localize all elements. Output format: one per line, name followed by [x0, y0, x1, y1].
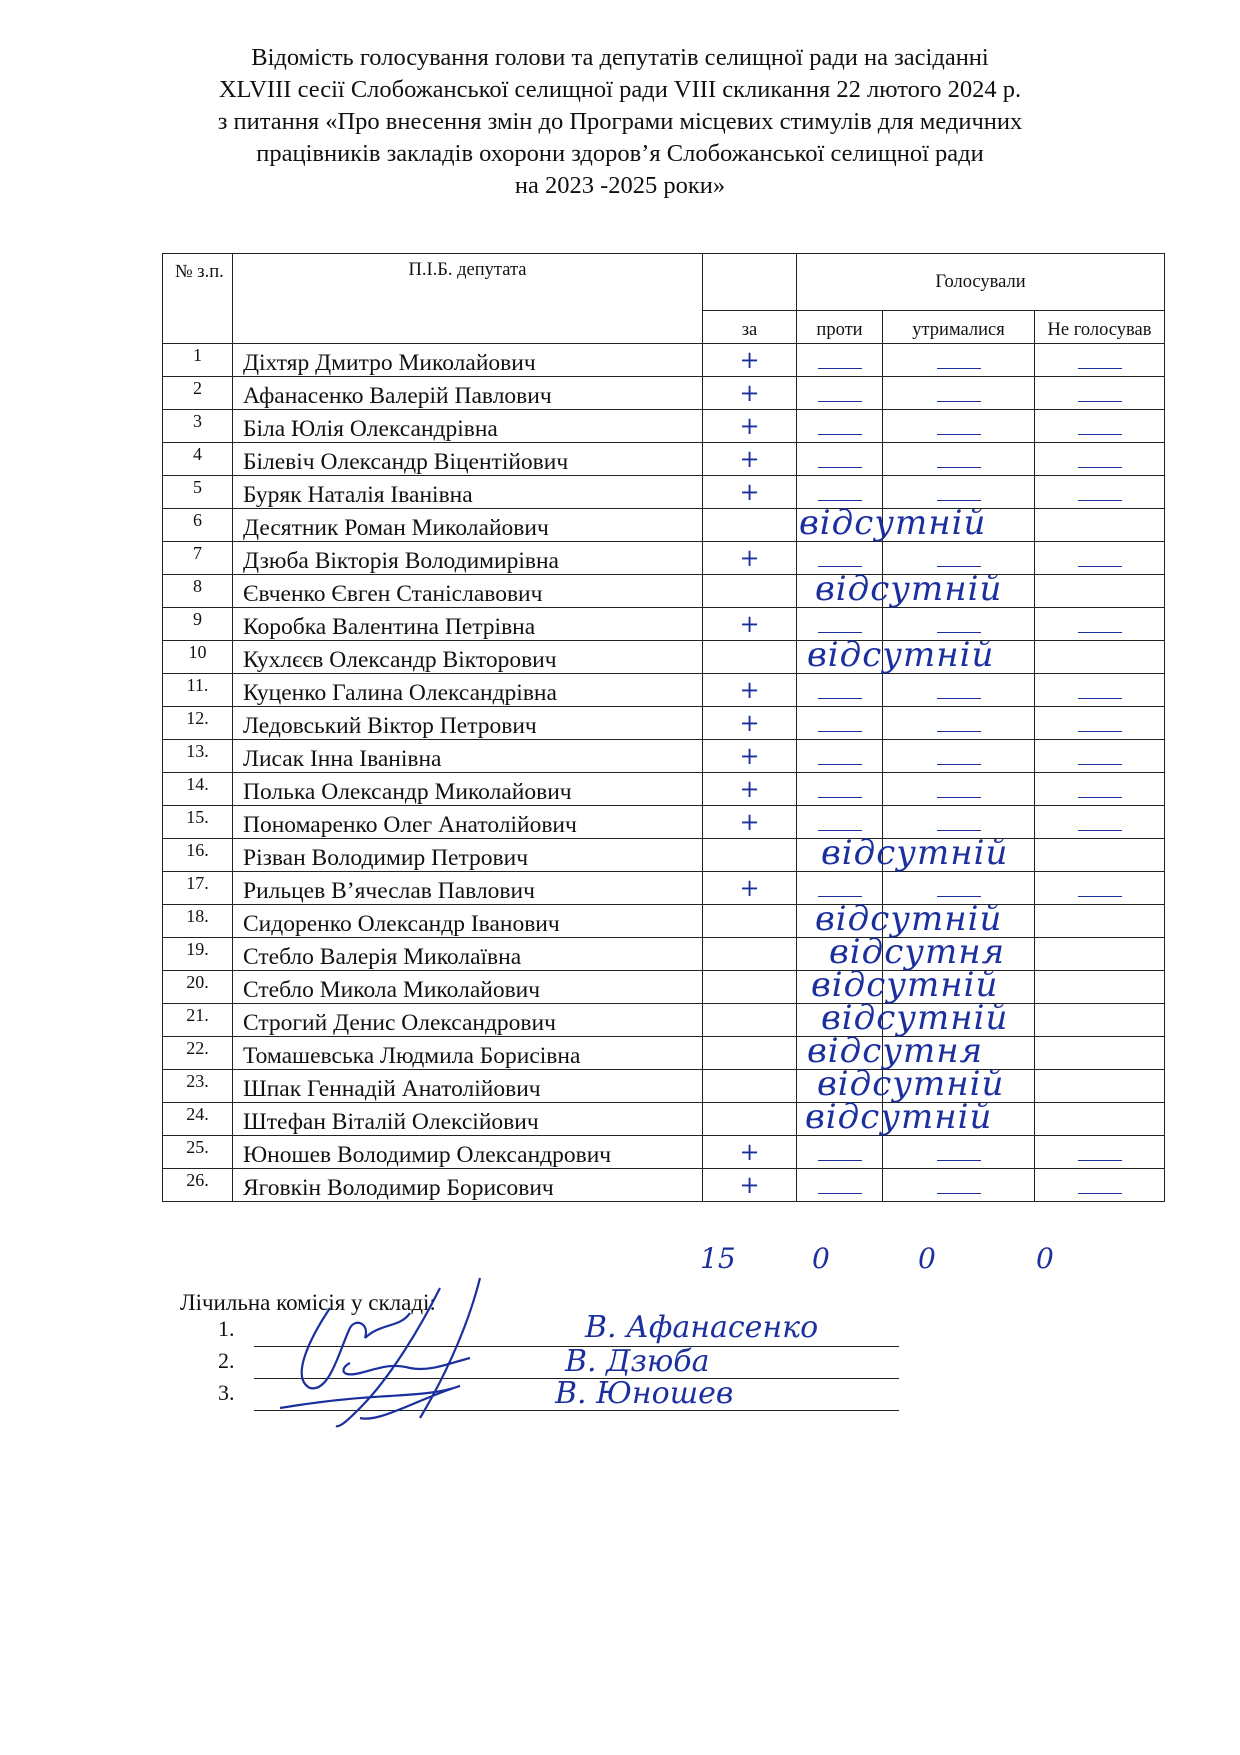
- vote-for-cell: [703, 674, 797, 707]
- row-number: 11.: [163, 674, 233, 707]
- row-number: 8: [163, 575, 233, 608]
- dash-mark-icon: [818, 1160, 862, 1161]
- header-against: проти: [797, 311, 883, 344]
- vote-for-cell: [703, 1169, 797, 1202]
- row-number: 22.: [163, 1037, 233, 1070]
- deputy-name: Біла Юлія Олександрівна: [233, 410, 703, 443]
- vote-for-cell: [703, 443, 797, 476]
- vote-for-cell: [703, 1037, 797, 1070]
- vote-for-cell: [703, 575, 797, 608]
- header-num: № з.п.: [163, 254, 233, 344]
- deputy-name: Десятник Роман Миколайович: [233, 509, 703, 542]
- deputy-name: Діхтяр Дмитро Миколайович: [233, 344, 703, 377]
- vote-for-cell: [703, 872, 797, 905]
- table-row: [163, 707, 1165, 740]
- vote-for-cell: [703, 938, 797, 971]
- row-number: 2: [163, 377, 233, 410]
- plus-mark-icon: +: [739, 544, 760, 572]
- deputy-name: Куценко Галина Олександрівна: [233, 674, 703, 707]
- row-number: 7: [163, 542, 233, 575]
- deputy-name: Томашевська Людмила Борисівна: [233, 1037, 703, 1070]
- deputy-name: Дзюба Вікторія Володимирівна: [233, 542, 703, 575]
- plus-mark-icon: +: [739, 346, 760, 374]
- vote-abstained-cell: [883, 839, 1035, 872]
- vote-for-cell: [703, 509, 797, 542]
- vote-not-voted-cell: [1035, 1070, 1165, 1103]
- table-row: [163, 1070, 1165, 1103]
- absent-handwritten-mark: відсутній: [821, 998, 1009, 1038]
- dash-mark-icon: [818, 401, 862, 402]
- dash-mark-icon: [818, 830, 862, 831]
- absent-handwritten-mark: відсутня: [807, 1031, 984, 1071]
- dash-mark-icon: [1078, 467, 1122, 468]
- dash-mark-icon: [1078, 401, 1122, 402]
- plus-mark-icon: +: [739, 709, 760, 737]
- dash-mark-icon: [818, 698, 862, 699]
- deputy-name: Шпак Геннадій Анатолійович: [233, 1070, 703, 1103]
- table-row: [163, 641, 1165, 674]
- vote-for-cell: [703, 377, 797, 410]
- dash-mark-icon: [1078, 1160, 1122, 1161]
- table-row: [163, 476, 1165, 509]
- deputy-name: Стебло Микола Миколайович: [233, 971, 703, 1004]
- vote-not-voted-cell: [1035, 1136, 1165, 1169]
- plus-mark-icon: +: [739, 874, 760, 902]
- dash-mark-icon: [937, 731, 981, 732]
- vote-abstained-cell: [883, 773, 1035, 806]
- dash-mark-icon: [937, 566, 981, 567]
- vote-against-cell: [797, 1097, 993, 1137]
- document-title: [140, 42, 1100, 202]
- vote-against-cell: [797, 377, 883, 410]
- vote-not-voted-cell: [1035, 377, 1165, 410]
- table-row: [163, 443, 1165, 476]
- total-abstained: 0: [918, 1242, 936, 1275]
- vote-not-voted-cell: [1035, 1004, 1165, 1037]
- header-for: за: [703, 311, 797, 344]
- row-number: 3: [163, 410, 233, 443]
- vote-abstained-cell: [883, 1169, 1035, 1202]
- dash-mark-icon: [1078, 632, 1122, 633]
- vote-not-voted-cell: [1035, 773, 1165, 806]
- row-number: 19.: [163, 938, 233, 971]
- table-body: [163, 344, 1165, 1202]
- row-number: 18.: [163, 905, 233, 938]
- title-line-4: працівників закладів охорони здоров’я Слобожанської селищної ради: [256, 140, 984, 167]
- dash-mark-icon: [818, 896, 862, 897]
- dash-mark-icon: [937, 830, 981, 831]
- vote-for-cell: [703, 1103, 797, 1136]
- table-row: [163, 542, 1165, 575]
- plus-mark-icon: +: [739, 379, 760, 407]
- vote-for-cell: [703, 608, 797, 641]
- vote-abstained-cell: [883, 1103, 1035, 1136]
- deputy-name: Яговкін Володимир Борисович: [233, 1169, 703, 1202]
- table-row: [163, 344, 1165, 377]
- deputy-name: Буряк Наталія Іванівна: [233, 476, 703, 509]
- table-row: [163, 806, 1165, 839]
- commission-member-2-num: 2.: [218, 1348, 235, 1373]
- dash-mark-icon: [937, 1193, 981, 1194]
- vote-not-voted-cell: [1035, 641, 1165, 674]
- row-number: 6: [163, 509, 233, 542]
- dash-mark-icon: [818, 434, 862, 435]
- deputy-name: Строгий Денис Олександрович: [233, 1004, 703, 1037]
- row-number: 13.: [163, 740, 233, 773]
- table-row: [163, 1103, 1165, 1136]
- table-row: [163, 410, 1165, 443]
- vote-against-cell: [797, 344, 883, 377]
- plus-mark-icon: +: [739, 1138, 760, 1166]
- vote-against-cell: [797, 635, 995, 675]
- vote-abstained-cell: [883, 1136, 1035, 1169]
- vote-abstained-cell: [883, 674, 1035, 707]
- vote-against-cell: [797, 674, 883, 707]
- plus-mark-icon: +: [739, 412, 760, 440]
- table-row: [163, 377, 1165, 410]
- plus-mark-icon: +: [739, 445, 760, 473]
- vote-for-cell: [703, 971, 797, 1004]
- dash-mark-icon: [937, 632, 981, 633]
- vote-not-voted-cell: [1035, 707, 1165, 740]
- deputy-name: Сидоренко Олександр Іванович: [233, 905, 703, 938]
- absent-handwritten-mark: відсутній: [799, 503, 987, 543]
- row-number: 26.: [163, 1169, 233, 1202]
- dash-mark-icon: [818, 764, 862, 765]
- dash-mark-icon: [937, 368, 981, 369]
- plus-mark-icon: +: [739, 610, 760, 638]
- vote-not-voted-cell: [1035, 410, 1165, 443]
- table-row: [163, 1037, 1165, 1070]
- vote-for-cell: [703, 542, 797, 575]
- plus-mark-icon: +: [739, 1171, 760, 1199]
- vote-against-cell: [797, 443, 883, 476]
- row-number: 20.: [163, 971, 233, 1004]
- dash-mark-icon: [937, 797, 981, 798]
- vote-for-cell: [703, 476, 797, 509]
- vote-not-voted-cell: [1035, 839, 1165, 872]
- header-not-voted: Не голосував: [1035, 311, 1165, 344]
- vote-not-voted-cell: [1035, 806, 1165, 839]
- plus-mark-icon: +: [739, 775, 760, 803]
- deputy-name: Різван Володимир Петрович: [233, 839, 703, 872]
- total-against: 0: [812, 1242, 830, 1275]
- total-not-voted: 0: [1036, 1242, 1054, 1275]
- header-name: П.І.Б. депутата: [233, 254, 703, 344]
- dash-mark-icon: [937, 698, 981, 699]
- header-voted: Голосували: [797, 254, 1165, 311]
- vote-for-cell: [703, 1004, 797, 1037]
- dash-mark-icon: [937, 764, 981, 765]
- vote-for-cell: [703, 905, 797, 938]
- vote-for-cell: [703, 344, 797, 377]
- deputy-name: Ледовський Віктор Петрович: [233, 707, 703, 740]
- deputy-name: Юношев Володимир Олександрович: [233, 1136, 703, 1169]
- vote-abstained-cell: [883, 344, 1035, 377]
- dash-mark-icon: [1078, 1193, 1122, 1194]
- dash-mark-icon: [1078, 566, 1122, 567]
- vote-not-voted-cell: [1035, 938, 1165, 971]
- vote-not-voted-cell: [1035, 608, 1165, 641]
- deputy-name: Штефан Віталій Олексійович: [233, 1103, 703, 1136]
- absent-handwritten-mark: відсутній: [805, 1097, 993, 1137]
- table-row: [163, 740, 1165, 773]
- header-abstained: утрималися: [883, 311, 1035, 344]
- table-row: [163, 1136, 1165, 1169]
- table-row: [163, 509, 1165, 542]
- dash-mark-icon: [937, 401, 981, 402]
- vote-not-voted-cell: [1035, 542, 1165, 575]
- vote-not-voted-cell: [1035, 1103, 1165, 1136]
- vote-abstained-cell: [883, 443, 1035, 476]
- vote-not-voted-cell: [1035, 905, 1165, 938]
- commission-member-3-name: В. Юношев: [555, 1376, 734, 1411]
- vote-for-cell: [703, 773, 797, 806]
- table-row: [163, 971, 1165, 1004]
- dash-mark-icon: [818, 566, 862, 567]
- table-row: [163, 1169, 1165, 1202]
- vote-for-cell: [703, 410, 797, 443]
- vote-against-cell: [797, 503, 987, 543]
- total-for: 15: [700, 1242, 736, 1275]
- vote-not-voted-cell: [1035, 509, 1165, 542]
- deputy-name: Євченко Євген Станіславович: [233, 575, 703, 608]
- dash-mark-icon: [1078, 797, 1122, 798]
- vote-against-cell: [797, 569, 1003, 609]
- dash-mark-icon: [1078, 434, 1122, 435]
- table-row: [163, 773, 1165, 806]
- vote-against-cell: [797, 740, 883, 773]
- vote-for-cell: [703, 839, 797, 872]
- row-number: 4: [163, 443, 233, 476]
- vote-not-voted-cell: [1035, 1037, 1165, 1070]
- vote-not-voted-cell: [1035, 971, 1165, 1004]
- vote-against-cell: [797, 1136, 883, 1169]
- vote-against-cell: [797, 410, 883, 443]
- absent-handwritten-mark: відсутній: [821, 833, 1009, 873]
- vote-abstained-cell: [883, 575, 1035, 608]
- table-row: [163, 608, 1165, 641]
- vote-for-cell: [703, 740, 797, 773]
- vote-for-cell: [703, 1070, 797, 1103]
- vote-not-voted-cell: [1035, 674, 1165, 707]
- deputy-name: Лисак Інна Іванівна: [233, 740, 703, 773]
- vote-abstained-cell: [883, 410, 1035, 443]
- dash-mark-icon: [937, 1160, 981, 1161]
- row-number: 12.: [163, 707, 233, 740]
- dash-mark-icon: [818, 368, 862, 369]
- vote-not-voted-cell: [1035, 740, 1165, 773]
- absent-handwritten-mark: відсутня: [829, 932, 1006, 972]
- vote-against-cell: [797, 1169, 883, 1202]
- table-row: [163, 1004, 1165, 1037]
- deputy-name: Рильцев В’ячеслав Павлович: [233, 872, 703, 905]
- row-number: 9: [163, 608, 233, 641]
- table-row: [163, 839, 1165, 872]
- absent-handwritten-mark: відсутній: [815, 569, 1003, 609]
- dash-mark-icon: [937, 434, 981, 435]
- dash-mark-icon: [818, 500, 862, 501]
- dash-mark-icon: [818, 797, 862, 798]
- title-line-5: на 2023 -2025 роки»: [514, 172, 726, 199]
- dash-mark-icon: [1078, 500, 1122, 501]
- commission-label: Лічильна комісія у складі:: [180, 1290, 436, 1315]
- header-empty-cell: [703, 254, 797, 311]
- dash-mark-icon: [1078, 698, 1122, 699]
- commission-member-1-num: 1.: [218, 1316, 235, 1341]
- table-row: [163, 575, 1165, 608]
- absent-handwritten-mark: відсутній: [807, 635, 995, 675]
- commission-member-3-num: 3.: [218, 1380, 235, 1405]
- vote-abstained-cell: [883, 740, 1035, 773]
- dash-mark-icon: [1078, 368, 1122, 369]
- row-number: 17.: [163, 872, 233, 905]
- deputy-name: Полька Олександр Миколайович: [233, 773, 703, 806]
- absent-handwritten-mark: відсутній: [815, 899, 1003, 939]
- plus-mark-icon: +: [739, 808, 760, 836]
- deputy-name: Стебло Валерія Миколаївна: [233, 938, 703, 971]
- dash-mark-icon: [818, 632, 862, 633]
- plus-mark-icon: +: [739, 478, 760, 506]
- table-row: [163, 872, 1165, 905]
- absent-handwritten-mark: відсутній: [817, 1064, 1005, 1104]
- table-row: [163, 905, 1165, 938]
- handwritten-signatures: [270, 1268, 540, 1438]
- vote-not-voted-cell: [1035, 872, 1165, 905]
- voting-table: [162, 253, 1165, 1202]
- vote-against-cell: [797, 833, 1009, 873]
- plus-mark-icon: +: [739, 742, 760, 770]
- vote-not-voted-cell: [1035, 344, 1165, 377]
- dash-mark-icon: [1078, 896, 1122, 897]
- dash-mark-icon: [818, 467, 862, 468]
- commission-member-1-name: В. Афанасенко: [585, 1310, 819, 1345]
- vote-against-cell: [797, 773, 883, 806]
- title-line-1: Відомість голосування голови та депутатів селищної ради на засіданні: [251, 44, 989, 71]
- dash-mark-icon: [937, 500, 981, 501]
- title-line-2: XLVIII сесії Слобожанської селищної ради VIII скликання 22 лютого 2024 р.: [218, 76, 1022, 103]
- deputy-name: Пономаренко Олег Анатолійович: [233, 806, 703, 839]
- row-number: 25.: [163, 1136, 233, 1169]
- table-row: [163, 674, 1165, 707]
- plus-mark-icon: +: [739, 676, 760, 704]
- vote-not-voted-cell: [1035, 575, 1165, 608]
- row-number: 5: [163, 476, 233, 509]
- row-number: 15.: [163, 806, 233, 839]
- deputy-name: Білевіч Олександр Віцентійович: [233, 443, 703, 476]
- absent-handwritten-mark: відсутній: [811, 965, 999, 1005]
- vote-abstained-cell: [883, 509, 1035, 542]
- title-line-3: з питання «Про внесення змін до Програми місцевих стимулів для медичних: [217, 108, 1023, 135]
- vote-against-cell: [797, 707, 883, 740]
- deputy-name: Коробка Валентина Петрівна: [233, 608, 703, 641]
- row-number: 21.: [163, 1004, 233, 1037]
- deputy-name: Афанасенко Валерій Павлович: [233, 377, 703, 410]
- table-row: [163, 938, 1165, 971]
- deputy-name: Кухлєєв Олександр Вікторович: [233, 641, 703, 674]
- vote-for-cell: [703, 641, 797, 674]
- commission-member-2-name: В. Дзюба: [565, 1344, 710, 1379]
- dash-mark-icon: [1078, 731, 1122, 732]
- row-number: 23.: [163, 1070, 233, 1103]
- vote-abstained-cell: [883, 377, 1035, 410]
- dash-mark-icon: [818, 1193, 862, 1194]
- row-number: 24.: [163, 1103, 233, 1136]
- vote-for-cell: [703, 707, 797, 740]
- vote-not-voted-cell: [1035, 1169, 1165, 1202]
- dash-mark-icon: [937, 467, 981, 468]
- dash-mark-icon: [1078, 764, 1122, 765]
- row-number: 14.: [163, 773, 233, 806]
- vote-for-cell: [703, 806, 797, 839]
- dash-mark-icon: [1078, 830, 1122, 831]
- vote-abstained-cell: [883, 641, 1035, 674]
- dash-mark-icon: [818, 731, 862, 732]
- vote-for-cell: [703, 1136, 797, 1169]
- row-number: 10: [163, 641, 233, 674]
- row-number: 1: [163, 344, 233, 377]
- vote-not-voted-cell: [1035, 476, 1165, 509]
- vote-abstained-cell: [883, 707, 1035, 740]
- dash-mark-icon: [937, 896, 981, 897]
- row-number: 16.: [163, 839, 233, 872]
- vote-not-voted-cell: [1035, 443, 1165, 476]
